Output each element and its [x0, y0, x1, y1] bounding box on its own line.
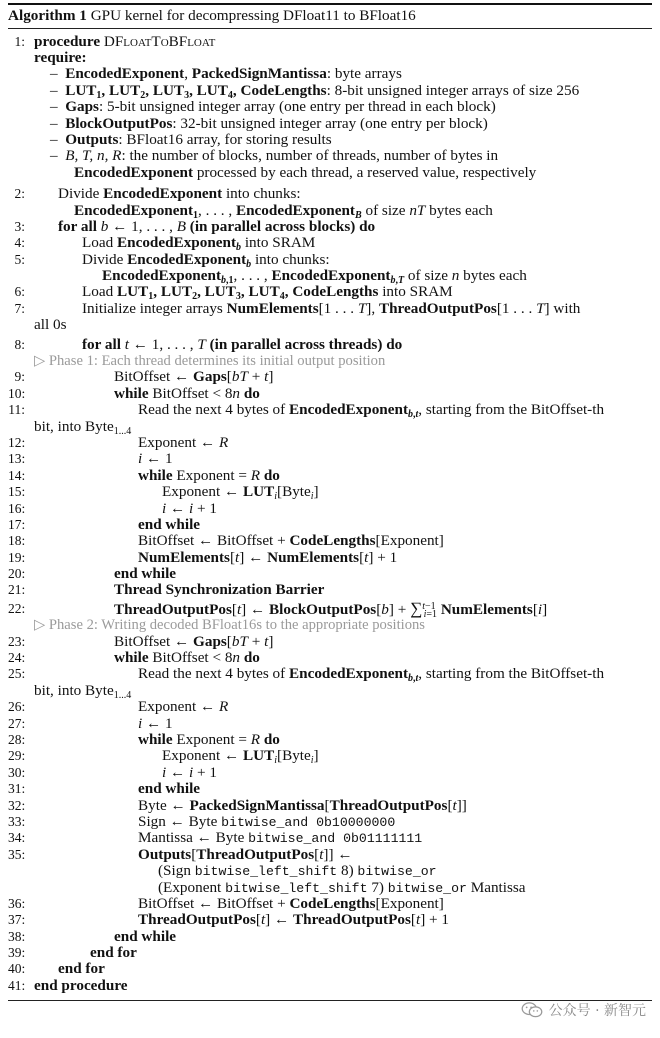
text: Load	[82, 283, 118, 301]
line-35: 35: Outputs[ThreadOutputPos[t]] ←	[8, 845, 353, 863]
watermark	[521, 1000, 646, 1020]
keyword: while	[114, 384, 149, 402]
require-item-2: – $LUT_1$, $LUT_2$, $LUT_3$, $LUT_4$, CodeLengths: 8-bit unsigned integer arrays of size 256	[50, 81, 580, 101]
line-9: 9: BitOffset ← Gaps[bT + t]	[8, 369, 652, 385]
keyword: do	[243, 384, 260, 402]
line-7: 7: Initialize integer arrays NumElements[1 . . . T], ThreadOutputPos[1 . . . T] with	[8, 301, 652, 317]
line-23: 23: BitOffset ← Gaps[bT + t]	[8, 632, 274, 650]
text: 8)	[337, 862, 358, 880]
watermark-text: 公众号 · 新智元	[548, 1003, 646, 1019]
line-number: 35:	[8, 846, 26, 862]
algorithm-label: Algorithm 1	[8, 6, 87, 24]
comment-text: Phase 2: Writing decoded BFloat16s to the appropriate positions	[48, 617, 425, 634]
line-number: 8:	[14, 336, 25, 352]
line-number: 28:	[8, 732, 26, 747]
line-39	[8, 945, 652, 961]
line-number: 36:	[8, 895, 26, 911]
line-number: 22:	[8, 600, 26, 616]
keyword: end while	[114, 927, 177, 945]
line-31	[8, 781, 652, 797]
line-number: 13:	[8, 451, 26, 467]
text: into chunks:	[251, 250, 330, 268]
wechat-icon	[521, 1002, 543, 1018]
keyword: for all	[82, 335, 121, 353]
keyword: Thread Synchronization Barrier	[114, 581, 325, 599]
line-number: 41:	[8, 977, 26, 993]
keyword: end while	[114, 565, 177, 583]
line-number: 12:	[8, 434, 26, 450]
line-35-cont-2	[8, 880, 652, 896]
line-5: 5: Divide EncodedExponent$_b$ into chunks:	[8, 252, 652, 268]
keyword: while	[138, 466, 173, 484]
line-number: 11:	[8, 402, 25, 418]
algorithm-block	[8, 3, 652, 1001]
line-14: 14: while Exponent = R do	[8, 466, 280, 484]
line-34	[8, 830, 652, 846]
line-40	[8, 961, 652, 977]
require-desc: processed by each thread, a reserved value, respectively	[193, 163, 537, 181]
require-desc: : the number of blocks, number of threads, number of bytes in	[121, 147, 499, 165]
line-4: 4: Load EncodedExponent$_b$ into SRAM	[8, 235, 652, 251]
keyword: end while	[138, 515, 201, 533]
keyword: end while	[138, 780, 201, 798]
text: (Exponent	[158, 878, 226, 896]
procedure-name: DFloatToBFloat	[103, 32, 216, 50]
line-6: 6: Load $LUT_1$, $LUT_2$, $LUT_3$, $LUT_4$, CodeLengths into SRAM	[8, 284, 652, 300]
line-number: 4:	[14, 235, 25, 251]
var-packed-sign-mantissa: PackedSignMantissa	[191, 65, 327, 83]
require-desc: : 32-bit unsigned integer array (one entry per block)	[172, 114, 488, 132]
text: Initialize integer arrays	[82, 299, 227, 317]
line-number: 32:	[8, 797, 26, 813]
require-desc: : BFloat16 array, for storing results	[118, 130, 332, 148]
line-38	[8, 929, 652, 945]
line-number: 14:	[8, 467, 26, 483]
line-number: 6:	[14, 284, 25, 300]
line-number: 20:	[8, 566, 26, 582]
text: , starting from the BitOffset-th	[418, 401, 605, 419]
line-number: 9:	[14, 369, 25, 385]
line-29: 29: Exponent ← $LUT_i[Byte_i]$	[8, 747, 319, 767]
text: with	[549, 299, 581, 317]
line-number: 21:	[8, 582, 26, 598]
line-number: 39:	[8, 945, 26, 961]
comment-text: Phase 1: Each thread determines its initial output position	[48, 353, 386, 370]
line-7-cont	[8, 317, 652, 333]
line-22: 22: ThreadOutputPos[t] ← BlockOutputPos[b] + ∑$^{t-1}_{i=1}$ NumElements[i]	[8, 598, 548, 620]
text: Divide	[58, 185, 104, 203]
keyword: while	[138, 731, 173, 748]
keyword: end for	[58, 960, 105, 978]
line-number: 1:	[14, 33, 25, 49]
require-item-1: – EncodedExponent, PackedSignMantissa: byte arrays	[50, 65, 402, 83]
line-27: 27: i ← 1	[8, 714, 173, 732]
line-20	[8, 566, 652, 582]
text: bit, into Byte	[34, 681, 114, 699]
line-37: 37: ThreadOutputPos[t] ← ThreadOutputPos[t] + 1	[8, 911, 449, 929]
var-block-output-pos: BlockOutputPos	[65, 114, 173, 132]
line-3: 3: for all b ← 1, . . . , B (in parallel across blocks) do	[8, 219, 652, 235]
line-11: 11: Read the next 4 bytes of EncodedExponent$_{b,t}$, starting from the BitOffset-th	[8, 401, 605, 421]
require-item-3: – Gaps: 5-bit unsigned integer array (one entry per thread in each block)	[50, 98, 496, 116]
var-encoded-exponent: EncodedExponent	[65, 65, 185, 83]
line-number: 33:	[8, 813, 26, 829]
text: of size	[361, 201, 410, 219]
algorithm-title	[8, 5, 652, 28]
line-number: 30:	[8, 764, 26, 780]
text: bytes each	[459, 267, 527, 285]
line-number: 19:	[8, 549, 26, 565]
line-number: 26:	[8, 699, 26, 715]
phase-1-comment: ▷ Phase 1: Each thread determines its initial output position	[34, 353, 386, 370]
text: into SRAM	[378, 283, 453, 301]
line-number: 18:	[8, 533, 26, 549]
line-2	[8, 186, 652, 202]
text: of size	[404, 267, 452, 285]
line-5-cont: EncodedExponent$_{b,1}$, . . . , EncodedExponent$_{b,T}$ of size n bytes each	[102, 267, 527, 287]
line-2-cont: EncodedExponent$_1$, . . . , EncodedExponent$_B$ of size nT bytes each	[74, 201, 493, 221]
line-1	[8, 34, 652, 50]
line-11-cont: bit, into Byte$_{1...4}$	[34, 417, 132, 437]
line-15: 15: Exponent ← $LUT_i[Byte_i]$	[8, 483, 319, 503]
require-item-6-cont	[8, 165, 652, 181]
keyword: end for	[90, 944, 137, 962]
line-number: 29:	[8, 748, 26, 764]
require-item-4: – BlockOutputPos: 32-bit unsigned integer array (one entry per block)	[50, 114, 488, 132]
line-28: 28: while Exponent = R do	[8, 731, 280, 748]
line-number: 25:	[8, 666, 26, 682]
line-8: 8: for all t ← 1, . . . , T (in parallel across threads) do	[8, 337, 652, 353]
line-number: 40:	[8, 961, 26, 977]
text: Mantissa	[466, 878, 526, 896]
text: bit, into Byte	[34, 417, 114, 435]
line-number: 38:	[8, 928, 26, 944]
text: Read the next 4 bytes of	[138, 665, 289, 683]
require-desc: : 5-bit unsigned integer array (one entry per thread in each block)	[98, 98, 496, 116]
line-number: 34:	[8, 830, 26, 846]
keyword: procedure	[34, 32, 101, 50]
text: bytes each	[425, 201, 493, 219]
line-number: 3:	[14, 218, 25, 234]
line-16: 16: i ← i + 1	[8, 499, 218, 517]
line-25: 25: Read the next 4 bytes of EncodedExponent$_{b,t}$, starting from the BitOffset-th	[8, 665, 605, 685]
line-25-cont: bit, into Byte$_{1...4}$	[34, 681, 132, 701]
operator: bitwise_and	[221, 814, 309, 830]
keyword: require:	[34, 48, 87, 66]
text: all 0s	[34, 316, 67, 334]
keyword: do	[263, 466, 280, 484]
keyword: end procedure	[34, 976, 128, 994]
operator: bitwise_left_shift	[225, 880, 368, 896]
line-30: 30: i ← i + 1	[8, 763, 218, 781]
line-number: 37:	[8, 912, 26, 928]
line-number: 16:	[8, 500, 26, 516]
var-encoded-exponent: EncodedExponent	[103, 185, 223, 203]
operator: bitwise_or	[387, 880, 467, 896]
line-17	[8, 517, 652, 533]
line-36: 36: BitOffset ← BitOffset + CodeLengths[Exponent]	[8, 894, 444, 912]
line-32: 32: Byte ← PackedSignMantissa[ThreadOutputPos[t]]	[8, 796, 467, 814]
literal: 0b01111111	[335, 831, 423, 847]
literal: 0b10000000	[308, 814, 396, 830]
line-19: 19: NumElements[t] ← NumElements[t] + 1	[8, 548, 398, 566]
line-18: 18: BitOffset ← BitOffset + CodeLengths[Exponent]	[8, 532, 444, 550]
keyword: do	[243, 649, 260, 667]
line-33	[8, 814, 652, 830]
line-number: 15:	[8, 484, 26, 500]
line-number: 17:	[8, 516, 26, 532]
var-gaps: Gaps	[65, 98, 99, 116]
keyword: while	[114, 649, 149, 667]
var-encoded-exponent: EncodedExponent	[74, 163, 194, 181]
require-line	[8, 50, 652, 66]
require-desc: : 8-bit unsigned integer arrays of size 256	[326, 81, 580, 99]
text: Load	[82, 234, 118, 252]
text: Read the next 4 bytes of	[138, 401, 289, 419]
require-desc: : byte arrays	[326, 65, 402, 83]
operator: bitwise_or	[357, 864, 437, 880]
line-24: 24: while BitOffset < 8n do	[8, 649, 260, 667]
keyword: do	[263, 731, 280, 748]
keyword: for all	[58, 217, 97, 235]
line-number: 31:	[8, 781, 26, 797]
keyword: (in parallel across blocks) do	[189, 217, 376, 235]
line-13: 13: i ← 1	[8, 450, 173, 468]
require-item-5: – Outputs: BFloat16 array, for storing results	[50, 130, 332, 148]
algorithm-caption: GPU kernel for decompressing DFloat11 to BFloat16	[90, 6, 416, 24]
line-41	[8, 978, 652, 994]
line-number: 27:	[8, 715, 26, 731]
operator: bitwise_left_shift	[194, 864, 338, 880]
line-35-cont-1	[8, 863, 652, 879]
line-26: 26: Exponent ← R	[8, 698, 229, 716]
text: Sign ← Byte	[138, 812, 222, 830]
line-number: 10:	[8, 385, 26, 401]
algorithm-body	[8, 29, 652, 1001]
line-10: 10: while BitOffset < 8n do	[8, 384, 260, 402]
var-outputs: Outputs	[65, 130, 119, 148]
line-number: 2:	[14, 186, 25, 202]
line-21	[8, 582, 652, 598]
line-number: 7:	[14, 300, 25, 316]
line-12: 12: Exponent ← R	[8, 433, 229, 451]
text: into chunks:	[222, 185, 301, 203]
text: Mantissa ← Byte	[138, 829, 249, 847]
line-number: 23:	[8, 633, 26, 649]
phase-2-comment: ▷ Phase 2: Writing decoded BFloat16s to the appropriate positions	[34, 617, 425, 634]
line-number: 5:	[14, 251, 25, 267]
text: , starting from the BitOffset-th	[418, 665, 605, 683]
operator: bitwise_and	[248, 831, 336, 847]
text: Divide	[82, 250, 128, 268]
line-number: 24:	[8, 650, 26, 666]
require-item-6: – B, T, n, R: the number of blocks, number of threads, number of bytes in	[50, 147, 499, 165]
text: into SRAM	[241, 234, 316, 252]
text: 7)	[367, 878, 388, 896]
keyword: (in parallel across threads) do	[209, 335, 403, 353]
text: (Sign	[158, 862, 195, 880]
